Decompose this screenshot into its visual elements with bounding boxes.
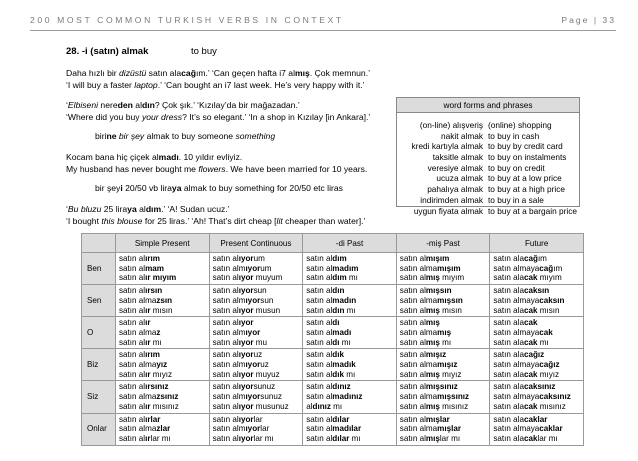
conjugation-form: satın alıyorsun	[212, 286, 267, 296]
conjugation-form: satın almayacaklar	[493, 424, 563, 434]
conjugation-cell	[490, 317, 584, 349]
conjugation-form: satın almadık	[306, 360, 356, 370]
word-form-row	[397, 195, 579, 206]
book-title: 200 MOST COMMON TURKISH VERBS IN CONTEXT	[30, 15, 344, 25]
conjugation-cell	[209, 413, 303, 445]
conjugation-form: satın alırsınız	[119, 382, 169, 392]
conjugation-form: satın almıyoruz	[212, 360, 269, 370]
conjugation-form: satın alacaklar mı	[493, 433, 558, 443]
word-form-row	[397, 206, 579, 217]
verb-name: -i (satın) almak	[81, 46, 149, 57]
conjugation-cell	[490, 413, 584, 445]
pronoun-cell: Onlar	[82, 413, 116, 445]
conjugation-form: satın almazlar	[119, 424, 171, 434]
conjugation-form: satın almadınız	[306, 392, 363, 402]
conjugation-form: satın almış	[399, 318, 440, 328]
conjugation-cell	[396, 349, 490, 381]
page-header	[30, 8, 616, 31]
turkish-phrase: taksitle almak	[432, 152, 483, 163]
conjugation-cell	[490, 349, 584, 381]
word-form-row	[397, 120, 579, 131]
conjugation-form: satın aldım mı	[306, 273, 358, 283]
conjugation-form: satın almadılar	[306, 424, 362, 434]
tense-header: -di Past	[303, 234, 397, 253]
pronoun-cell: Ben	[82, 253, 116, 285]
conjugation-form: satın alır mısınız	[119, 401, 179, 411]
conjugation-form: satın almış mıyım	[399, 273, 465, 283]
conjugation-cell	[490, 285, 584, 317]
english-phrase: (online) shopping	[488, 120, 552, 130]
conjugation-cell	[396, 253, 490, 285]
conjugation-cell	[116, 253, 210, 285]
turkish-phrase: indirimden almak	[420, 194, 483, 205]
conjugation-form: satın alırlar mı	[119, 433, 171, 443]
turkish-phrase: kredi kartıyla almak	[411, 141, 483, 152]
conjugation-cell	[209, 381, 303, 413]
conjugation-form: satın alıyor musun	[212, 305, 281, 315]
pronoun-cell: O	[82, 317, 116, 349]
conjugation-cell	[209, 253, 303, 285]
conjugation-cell	[209, 349, 303, 381]
turkish-phrase: veresiye almak	[427, 162, 483, 173]
conjugation-form: satın aldınız	[306, 382, 351, 392]
conjugation-form: satın alacak	[493, 318, 538, 328]
conjugation-form: satın alacağım	[493, 254, 547, 263]
conjugation-form: satın alırsın	[119, 286, 163, 296]
conjugation-form: satın alıyoruz	[212, 350, 263, 360]
conjugation-form: satın alacaksınız	[493, 382, 556, 392]
conjugation-form: satın almamışsın	[399, 295, 463, 305]
tense-header: Present Continuous	[209, 234, 303, 253]
word-forms-list	[397, 120, 579, 216]
conjugation-cell	[396, 381, 490, 413]
turkish-phrase: (on-line) alışveriş	[419, 120, 483, 130]
example-line: Daha hızlı bir dizüstü satın alacağım.’ ‘Can geçen hafta i7 almış. Çok memnun.’	[66, 68, 370, 78]
example-line: Kocam bana hiç çiçek almadı. 10 yıldır evliyiz.	[66, 152, 243, 162]
conjugation-form: satın aldın	[306, 286, 345, 296]
conjugation-form: satın alıyor mu	[212, 337, 268, 347]
conjugation-form: satın almıyorsun	[212, 295, 274, 305]
conjugation-form: satın alır mıyız	[119, 369, 173, 379]
tense-header: Future	[490, 234, 584, 253]
conjugation-cell	[116, 381, 210, 413]
conjugation-form: satın almışız	[399, 350, 447, 360]
conjugation-form: satın almadı	[306, 327, 352, 337]
conjugation-form: satın alıyor	[212, 318, 254, 328]
conjugation-form: satın alırım	[119, 350, 160, 360]
table-row	[82, 285, 584, 317]
conjugation-form: satın almaz	[119, 327, 161, 337]
conjugation-form: satın almamış	[399, 327, 452, 337]
conjugation-form: satın alır mıyım	[119, 273, 177, 283]
conjugation-cell	[396, 317, 490, 349]
conjugation-form: satın alıyor muyuz	[212, 369, 280, 379]
conjugation-form: satın almamışlar	[399, 424, 461, 434]
conjugation-cell	[116, 413, 210, 445]
conjugation-form: satın aldılar	[306, 414, 350, 424]
example-line: birine bir şey almak to buy someone something	[95, 131, 276, 141]
conjugation-form: satın aldı mı	[306, 337, 351, 347]
conjugation-cell	[209, 317, 303, 349]
conjugation-form: satın alıyorlar	[212, 414, 263, 424]
conjugation-cell	[396, 413, 490, 445]
table-row	[82, 381, 584, 413]
english-phrase: to buy on instalments	[488, 152, 567, 163]
conjugation-form: satın almazsınız	[119, 392, 179, 402]
example-line: ‘I bought this blouse for 25 liras.’ ‘Ah! That’s dirt cheap [lit cheaper than water].’	[66, 216, 366, 226]
conjugation-form: satın almıyorlar	[212, 424, 270, 434]
conjugation-cell	[116, 285, 210, 317]
conjugation-form: satın alıyor muyum	[212, 273, 283, 283]
word-form-row	[397, 173, 579, 184]
conjugation-form: satın aldılar mı	[306, 433, 361, 443]
conjugation-form: satın almadın	[306, 295, 357, 305]
conjugation-cell	[490, 381, 584, 413]
english-phrase: to buy at a bargain price	[488, 205, 578, 216]
conjugation-form: satın alıyorsunuz	[212, 382, 276, 392]
conjugation-cell	[490, 253, 584, 285]
conjugation-form: satın alır	[119, 318, 151, 328]
conjugation-form: satın almışlar mı	[399, 433, 461, 443]
word-form-row	[397, 163, 579, 174]
conjugation-form: satın almayacağız	[493, 360, 560, 370]
conjugation-form: satın almayacağım	[493, 263, 563, 273]
conjugation-form: satın aldık mı	[306, 369, 356, 379]
conjugation-form: satın alırım	[119, 254, 160, 263]
conjugation-form: satın almış mıyız	[399, 369, 462, 379]
conjugation-form: satın almayacaksın	[493, 295, 565, 305]
word-form-row	[397, 131, 579, 142]
conjugation-table	[81, 233, 584, 446]
conjugation-cell	[303, 317, 397, 349]
page-number: Page | 33	[561, 15, 616, 25]
conjugation-form: satın alacaklar	[493, 414, 548, 424]
conjugation-cell	[303, 381, 397, 413]
table-row	[82, 253, 584, 285]
conjugation-form: satın alacaksın	[493, 286, 550, 296]
conjugation-form: satın almışsın	[399, 286, 452, 296]
example-line: bir şeyi 20/50 vb liraya almak to buy something for 20/50 etc liras	[95, 183, 343, 193]
conjugation-form: satın aldım	[306, 254, 347, 263]
word-form-row	[397, 141, 579, 152]
conjugation-form: satın alacak mısınız	[493, 401, 566, 411]
pronoun-cell: Biz	[82, 349, 116, 381]
conjugation-form: satın alacak mıyım	[493, 273, 562, 283]
word-forms-box	[396, 97, 580, 216]
english-phrase: to buy at a low price	[488, 173, 562, 184]
conjugation-cell	[116, 349, 210, 381]
conjugation-form: satın alacak mıyız	[493, 369, 560, 379]
pronoun-cell: Sen	[82, 285, 116, 317]
conjugation-form: satın alacağız	[493, 350, 545, 360]
conjugation-form: satın almadım	[306, 263, 359, 273]
conjugation-form: satın almamışım	[399, 263, 461, 273]
verb-gloss: to buy	[191, 46, 217, 57]
example-line: ‘Elbiseni nereden aldın? Çok şık.’ ‘Kızılay’da bir mağazadan.’	[66, 100, 300, 110]
conjugation-cell	[303, 253, 397, 285]
conjugation-header-row	[82, 234, 584, 253]
conjugation-form: satın almış mı	[399, 337, 452, 347]
conjugation-form: satın aldın mı	[306, 305, 356, 315]
conjugation-cell	[303, 285, 397, 317]
conjugation-form: satın almışım	[399, 254, 450, 263]
english-phrase: to buy on credit	[488, 162, 545, 173]
word-forms-heading: word forms and phrases	[397, 98, 579, 113]
table-corner	[82, 234, 116, 253]
conjugation-form: satın almam	[119, 263, 165, 273]
example-line: ‘I will buy a faster laptop.’ ‘Can bought an i7 last week. He’s very happy with it.’	[66, 80, 365, 90]
conjugation-form: satın alıyorlar mı	[212, 433, 274, 443]
conjugation-form: satın almamışsınız	[399, 392, 470, 402]
conjugation-form: satın almayız	[119, 360, 168, 370]
conjugation-form: satın aldık	[306, 350, 344, 360]
turkish-phrase: ucuza almak	[436, 173, 483, 184]
conjugation-form: satın alır mısın	[119, 305, 173, 315]
english-phrase: to buy in a sale	[488, 194, 544, 205]
conjugation-cell	[116, 317, 210, 349]
conjugation-form: satın almıyorum	[212, 263, 272, 273]
conjugation-form: satın alıyorum	[212, 254, 265, 263]
conjugation-form: satın aldı	[306, 318, 340, 328]
tense-header: Simple Present	[116, 234, 210, 253]
table-row	[82, 349, 584, 381]
conjugation-form: satın alır mı	[119, 337, 162, 347]
english-phrase: to buy in cash	[488, 130, 540, 141]
conjugation-form: satın almamışız	[399, 360, 458, 370]
conjugation-cell	[303, 413, 397, 445]
conjugation-form: satın almıyorsunuz	[212, 392, 282, 402]
turkish-phrase: uygun fiyata almak	[413, 205, 483, 216]
example-line: ‘Where did you buy your dress? It’s so elegant.’ ‘In a shop in Kızılay [in Ankara].’	[66, 112, 371, 122]
turkish-phrase: nakit almak	[441, 130, 483, 141]
conjugation-cell	[209, 285, 303, 317]
verb-number: 28.	[66, 46, 80, 57]
table-row	[82, 317, 584, 349]
conjugation-form: satın almış mısınız	[399, 401, 469, 411]
conjugation-form: satın almazsın	[119, 295, 173, 305]
table-row	[82, 413, 584, 445]
conjugation-form: satın almıyor	[212, 327, 261, 337]
word-form-row	[397, 152, 579, 163]
conjugation-form: satın almışlar	[399, 414, 450, 424]
word-form-row	[397, 184, 579, 195]
turkish-phrase: pahalıya almak	[427, 184, 483, 195]
conjugation-form: satın alacak mı	[493, 337, 549, 347]
tense-header: -miş Past	[396, 234, 490, 253]
example-line: ‘Bu bluzu 25 liraya aldım.’ ‘A! Sudan ucuz.’	[66, 204, 230, 214]
conjugation-form: satın alıyor musunuz	[212, 401, 289, 411]
conjugation-form: satın alacak mısın	[493, 305, 560, 315]
verb-entry-title	[66, 46, 217, 57]
english-phrase: to buy by credit card	[488, 141, 563, 152]
conjugation-form: satın almayacak	[493, 327, 553, 337]
conjugation-form: satın almayacaksınız	[493, 392, 571, 402]
pronoun-cell: Siz	[82, 381, 116, 413]
english-phrase: to buy at a high price	[488, 184, 566, 195]
conjugation-form: aldınız mı	[306, 401, 343, 411]
conjugation-form: satın alırlar	[119, 414, 161, 424]
conjugation-form: satın almışsınız	[399, 382, 458, 392]
conjugation-form: satın almış mısın	[399, 305, 462, 315]
conjugation-cell	[396, 285, 490, 317]
example-line: My husband has never bought me flowers. We have been married for 10 years.	[66, 164, 368, 174]
conjugation-cell	[303, 349, 397, 381]
